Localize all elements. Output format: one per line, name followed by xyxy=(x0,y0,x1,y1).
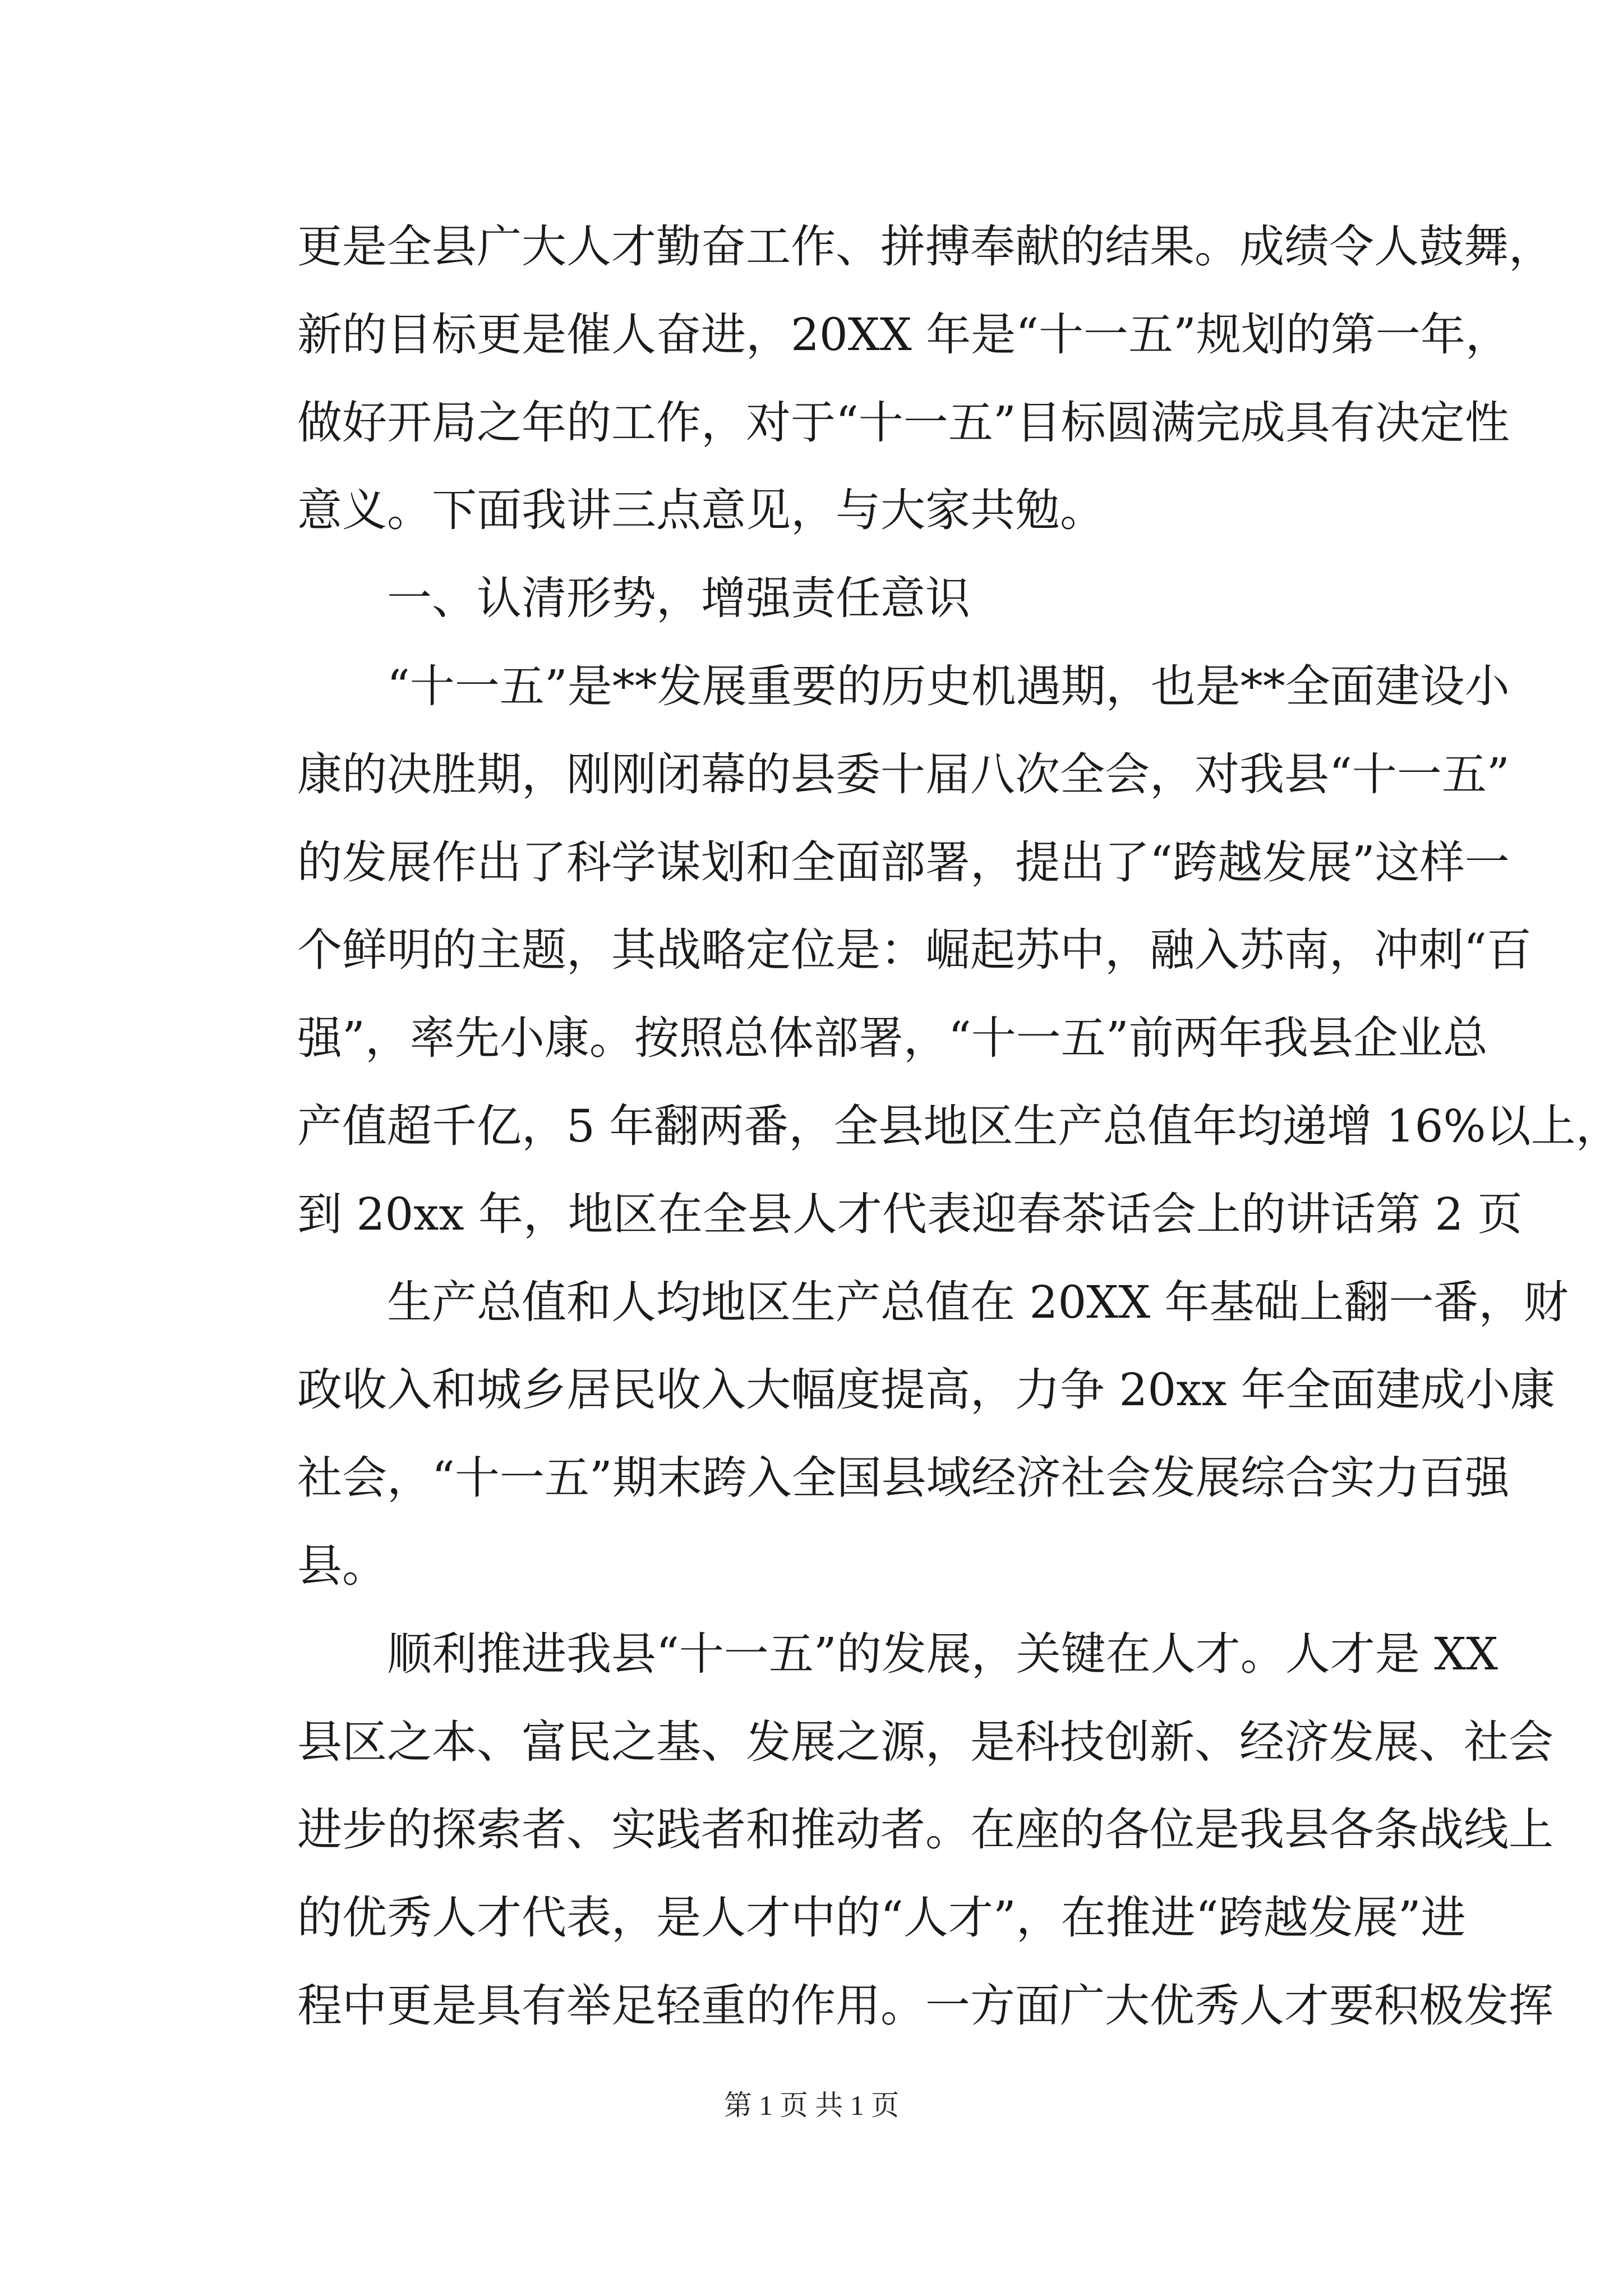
text-line: 个鲜明的主题，其战略定位是：崛起苏中，融入苏南，冲刺“百 xyxy=(297,924,1532,977)
text-line: 程中更是具有举足轻重的作用。一方面广大优秀人才要积极发挥 xyxy=(297,1979,1553,2032)
page-footer xyxy=(0,2086,1623,2125)
text-line: 进步的探索者、实践者和推动者。在座的各位是我县各条战线上 xyxy=(297,1803,1553,1856)
text-line: 的优秀人才代表，是人才中的“人才”，在推进“跨越发展”进 xyxy=(297,1892,1466,1944)
text-line: 强”，率先小康。按照总体部署，“十一五”前两年我县企业总 xyxy=(297,1012,1488,1065)
text-line: “十一五”是**发展重要的历史机遇期，也是**全面建设小 xyxy=(387,660,1510,712)
text-line: 县区之本、富民之基、发展之源，是科技创新、经济发展、社会 xyxy=(297,1715,1553,1768)
page-number-label: 第 1 页 共 1 页 xyxy=(723,2090,900,2121)
text-line: 到 20xx 年，地区在全县人才代表迎春茶话会上的讲话第 2 页 xyxy=(297,1188,1523,1240)
text-line: 做好开局之年的工作，对于“十一五”目标圆满完成具有决定性 xyxy=(297,396,1510,449)
section-heading: 一、认清形势，增强责任意识 xyxy=(387,572,970,625)
text-line: 的发展作出了科学谋划和全面部署，提出了“跨越发展”这样一 xyxy=(297,836,1510,889)
text-line: 生产总值和人均地区生产总值在 20XX 年基础上翻一番，财 xyxy=(387,1276,1569,1328)
text-line: 顺利推进我县“十一五”的发展，关键在人才。人才是 XX xyxy=(387,1627,1498,1680)
text-line: 政收入和城乡居民收入大幅度提高，力争 20xx 年全面建成小康 xyxy=(297,1364,1555,1416)
text-line: 意义。下面我讲三点意见，与大家共勉。 xyxy=(297,484,1105,537)
text-line: 县。 xyxy=(297,1539,387,1592)
text-line: 更是全县广大人才勤奋工作、拼搏奉献的结果。成绩令人鼓舞， xyxy=(297,220,1553,273)
text-line: 社会，“十一五”期末跨入全国县域经济社会发展综合实力百强 xyxy=(297,1452,1510,1504)
text-line: 新的目标更是催人奋进，20XX 年是“十一五”规划的第一年， xyxy=(297,308,1510,361)
document-body xyxy=(297,203,1621,2050)
text-line: 产值超千亿，5 年翻两番，全县地区生产总值年均递增 16%以上， xyxy=(297,1099,1621,1152)
text-line: 康的决胜期，刚刚闭幕的县委十届八次全会，对我县“十一五” xyxy=(297,748,1510,800)
